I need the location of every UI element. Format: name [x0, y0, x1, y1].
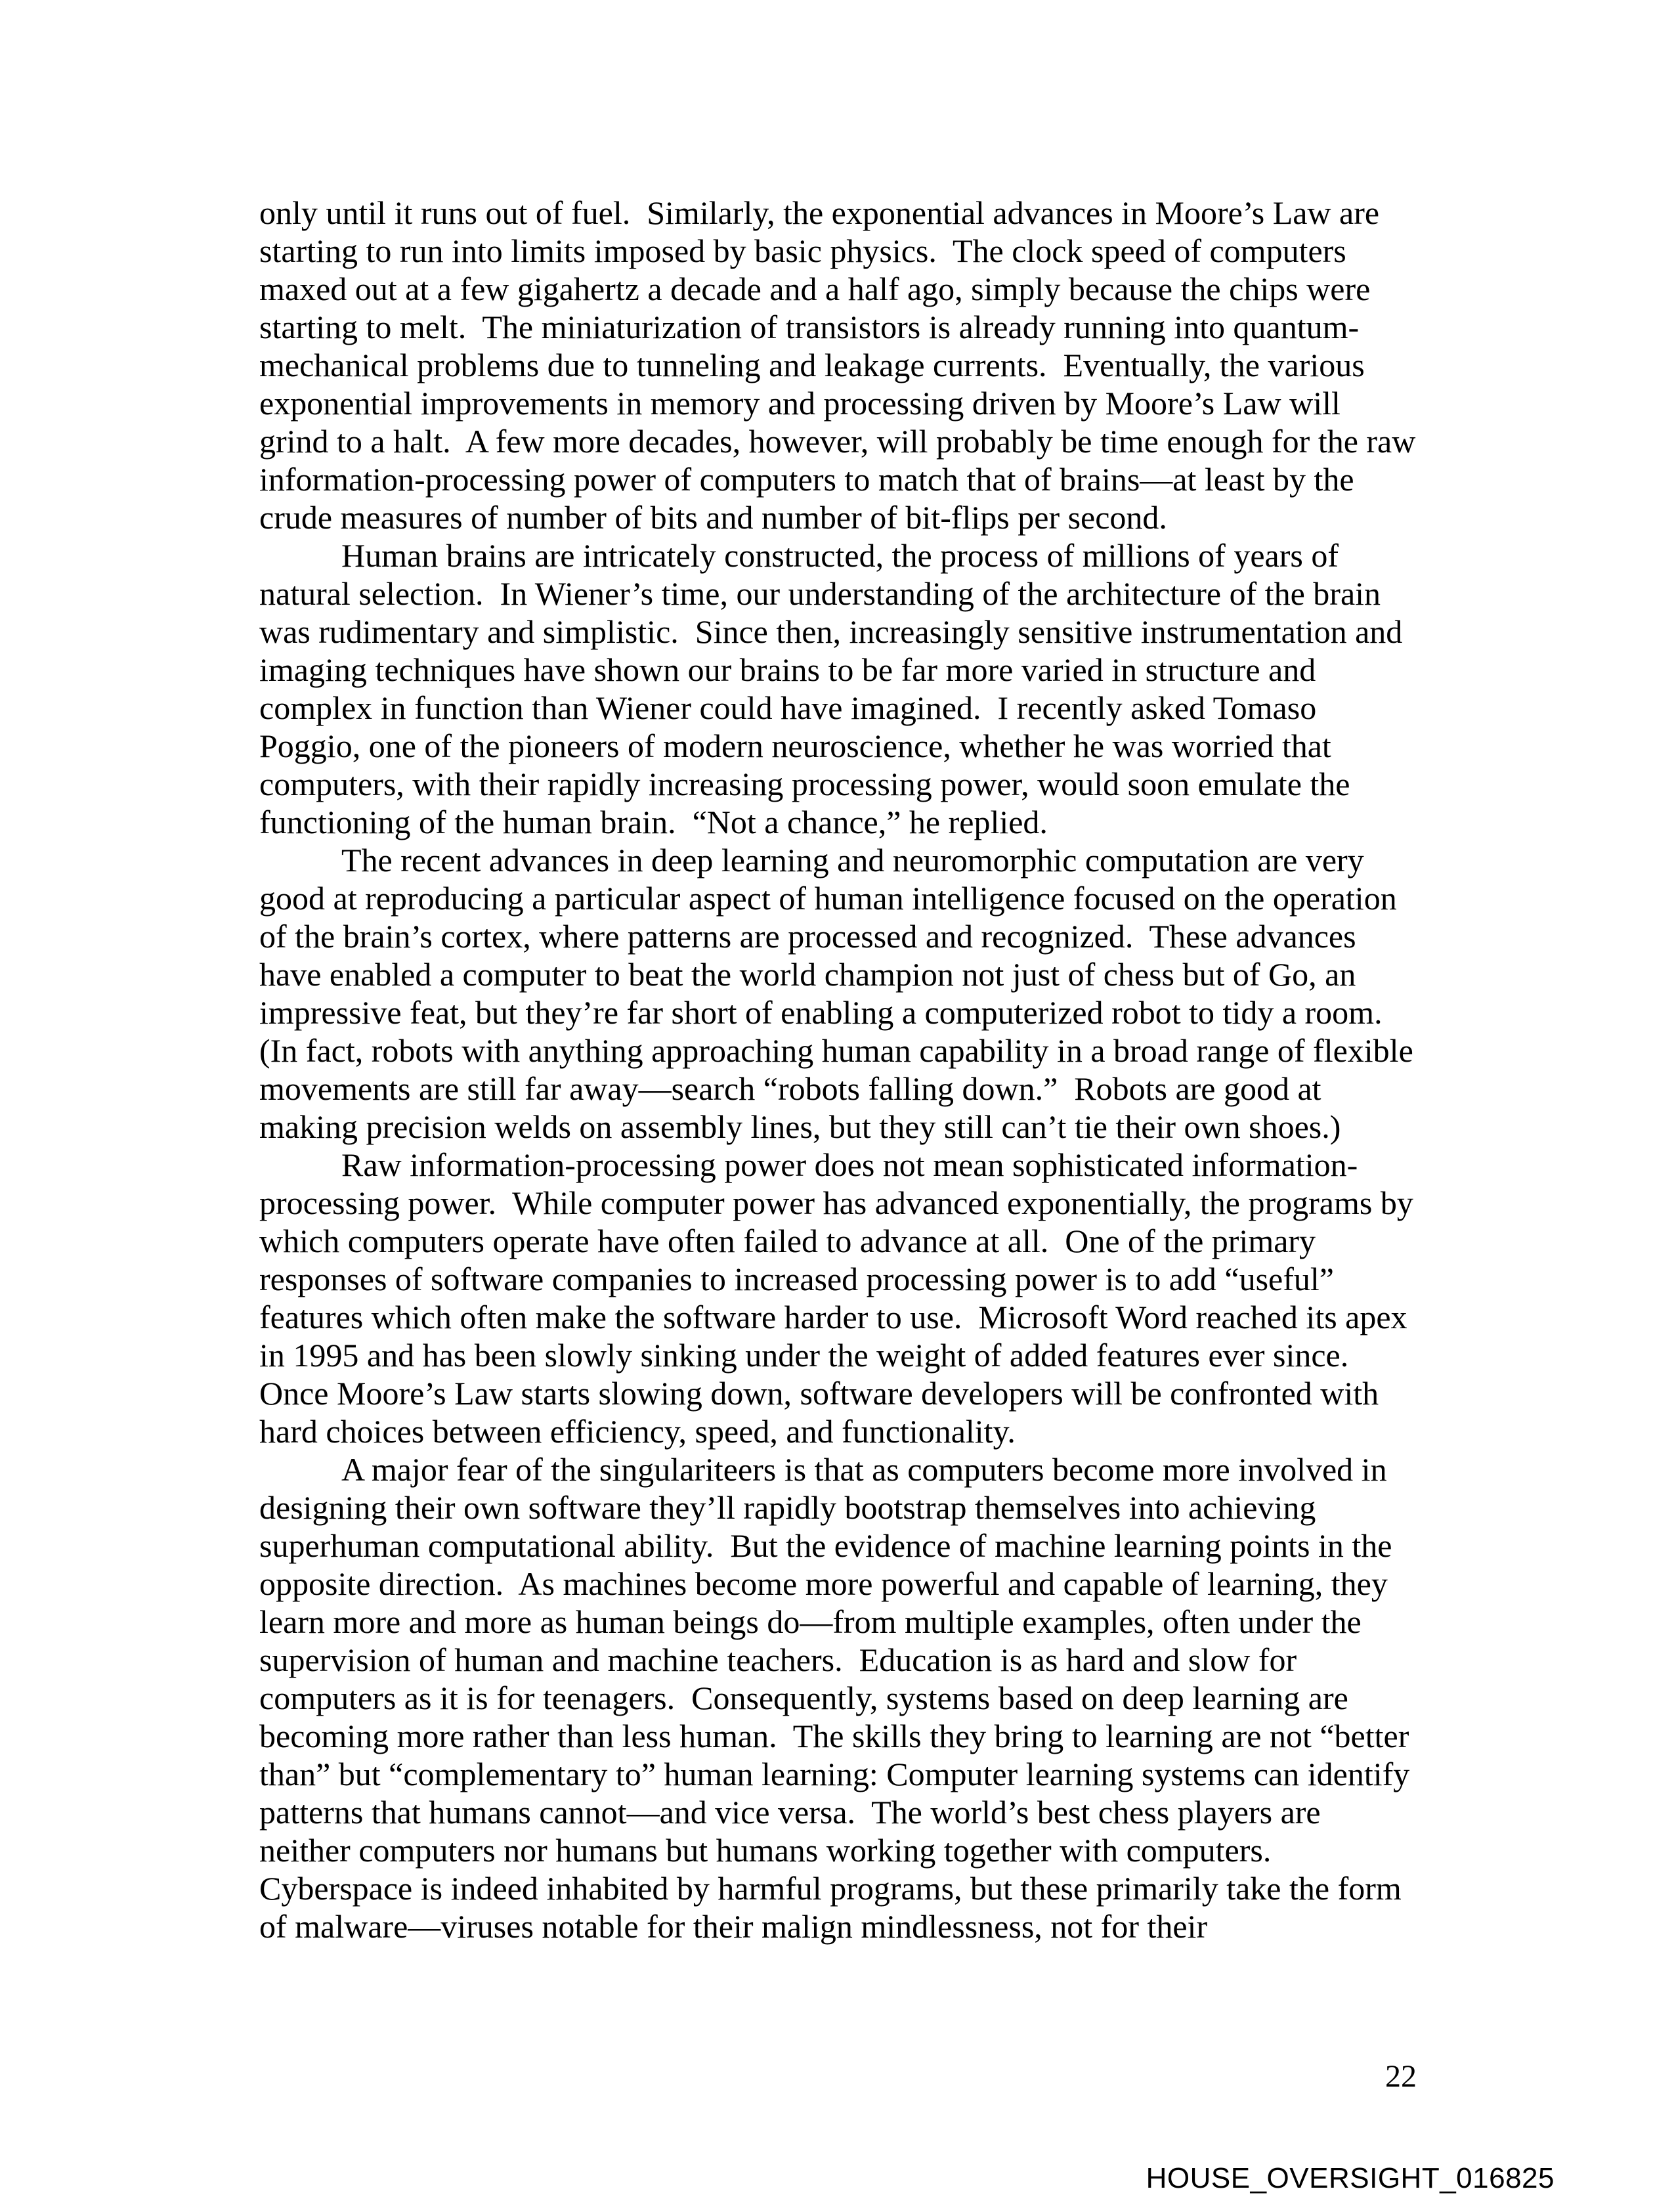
document-body	[259, 194, 1416, 1945]
bates-number: HOUSE_OVERSIGHT_016825	[1146, 2162, 1555, 2194]
paragraph: Human brains are intricately constructed, the process of millions of years of natural selection. In Wiener’s time, our understanding of the architecture of the brain was rudimentary and simplistic. Since then, increasingly sensitive instrumentation and imaging techniques have shown our brains to be far more varied in structure and complex in function than Wiener could have imagined. I recently asked Tomaso Poggio, one of the pioneers of modern neuroscience, whether he was worried that computers, with their rapidly increasing processing power, would soon emulate the functioning of the human brain. “Not a chance,” he replied.	[259, 537, 1403, 840]
paragraph: A major fear of the singulariteers is that as computers become more involved in designing their own software they’ll rapidly bootstrap themselves into achieving superhuman computational ability. But the evidence of machine learning points in the opposite direction. As machines become more powerful and capable of learning, they learn more and more as human beings do—from multiple examples, often under the supervision of human and machine teachers. Education is as hard and slow for computers as it is for teenagers. Consequently, systems based on deep learning are becoming more rather than less human. The skills they bring to learning are not “better than” but “complementary to” human learning: Computer learning systems can identify patterns that humans cannot—and vice versa. The world’s best chess players are neither computers nor humans but humans working together with computers. Cyberspace is indeed inhabited by harmful programs, but these primarily take the form of malware—viruses notable for their malign mindlessness, not for their	[259, 1451, 1410, 1945]
paragraph: only until it runs out of fuel. Similarly, the exponential advances in Moore’s Law are starting to run into limits imposed by basic physics. The clock speed of computers maxed out at a few gigahertz a decade and a half ago, simply because the chips were starting to melt. The miniaturization of transistors is already running into quantum-mechanical problems due to tunneling and leakage currents. Eventually, the various exponential improvements in memory and processing driven by Moore’s Law will grind to a halt. A few more decades, however, will probably be time enough for the raw information-processing power of computers to match that of brains—at least by the crude measures of number of bits and number of bit-flips per second.	[259, 194, 1416, 536]
page-number: 22	[1385, 2059, 1417, 2094]
paragraph: Raw information-processing power does not mean sophisticated information-processing power. While computer power has advanced exponentially, the programs by which computers operate have often failed to advance at all. One of the primary responses of software companies to increased processing power is to add “useful” features which often make the software harder to use. Microsoft Word reached its apex in 1995 and has been slowly sinking under the weight of added features ever since. Once Moore’s Law starts slowing down, software developers will be confronted with hard choices between efficiency, speed, and functionality.	[259, 1146, 1413, 1450]
paragraph: The recent advances in deep learning and neuromorphic computation are very good at reproducing a particular aspect of human intelligence focused on the operation of the brain’s cortex, where patterns are processed and recognized. These advances have enabled a computer to beat the world champion not just of chess but of Go, an impressive feat, but they’re far short of enabling a computerized robot to tidy a room. (In fact, robots with anything approaching human capability in a broad range of flexible movements are still far away—search “robots falling down.” Robots are good at making precision welds on assembly lines, but they still can’t tie their own shoes.)	[259, 842, 1413, 1145]
